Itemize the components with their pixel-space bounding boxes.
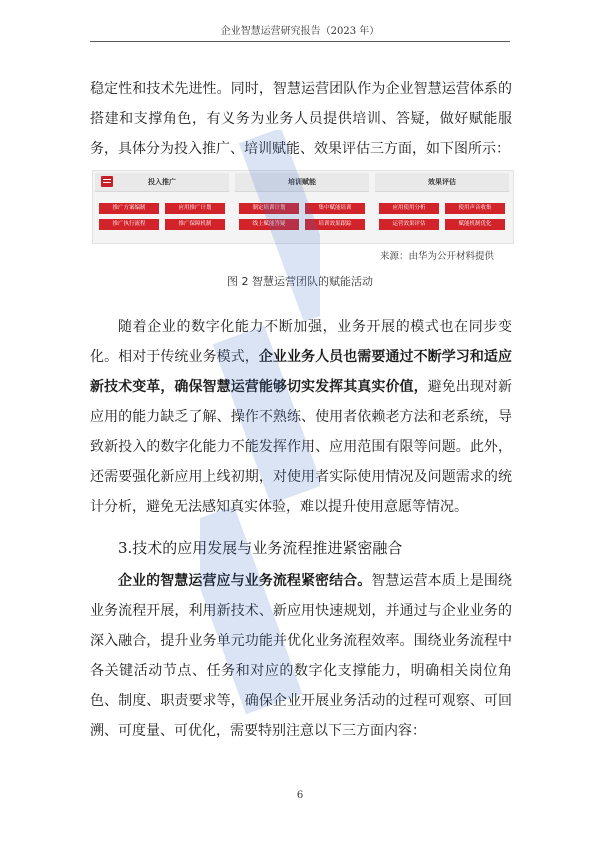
diagram-item: 推广保障机制 [165, 219, 225, 230]
panel-promotion [95, 173, 229, 239]
emphasis-text: 企业的智慧运营应与业务流程紧密结合。 [118, 573, 372, 589]
panel-title: 投入推广 [148, 178, 176, 186]
diagram-item: 使用声音收集 [445, 203, 505, 214]
paragraph-intro: 稳定性和技术先进性。同时，智慧运营团队作为企业智慧运营体系的搭建和支撑角色，有义务为业务人员提供培训、答疑，做好赋能服务，具体分为投入推广、培训赋能、效果评估三方面，如下图所示： [90, 81, 512, 157]
diagram-item: 赋能机制优化 [445, 219, 505, 230]
panel-title: 效果评估 [375, 173, 509, 192]
diagram-item: 培训效果跟踪 [305, 219, 365, 230]
panel-title: 培训赋能 [235, 173, 369, 192]
panel-evaluation [375, 173, 509, 239]
book-icon [101, 176, 113, 187]
emphasis-text: 企业业务人员也需要通过不断学习和适应新技术变革，确保智慧运营能够切实发挥其真实价值， [90, 349, 512, 395]
diagram-item: 线上赋能答疑 [239, 219, 299, 230]
enablement-diagram [92, 170, 514, 244]
figure-caption: 图 2 智慧运营团队的赋能活动 [227, 275, 373, 288]
diagram-item: 制定培训计划 [239, 203, 299, 214]
figure-source: 来源：由华为公开材料提供 [380, 251, 495, 262]
diagram-item: 推广方案编制 [99, 203, 159, 214]
section-heading: 3.技术的应用发展与业务流程推进紧密融合 [118, 539, 403, 557]
paragraph-digital-capability: 随着企业的数字化能力不断加强，业务开展的模式也在同步变化。相对于传统业务模式，企业业务人员也需要通过不断学习和适应新技术变革，确保智慧运营能够切实发挥其真实价值，避免出现对新应用的能力缺乏了解、操作不熟练、使用者依赖老方法和老系统，导致新投入的数字化能力不能发挥作用、应用范围有限等问题。此外，还需要强化新应用上线初期，对使用者实际使用情况及问题需求的统计分析，避免无法感知真实体验，难以提升使用意愿等情况。 [90, 319, 513, 515]
diagram-item: 应用推广计划 [165, 203, 225, 214]
panel-training [235, 173, 369, 239]
paragraph-business-process: 企业的智慧运营应与业务流程紧密结合。智慧运营本质上是围绕业务流程开展，利用新技术、新应用快速规划，并通过与企业业务的深入融合，提升业务单元功能并优化业务流程效率。围绕业务流程中各关键活动节点、任务和对应的数字化支撑能力，明确相关岗位角色、制度、职责要求等，确保企业开展业务活动的过程可观察、可回溯、可度量、可优化，需要特别注意以下三方面内容： [90, 573, 513, 739]
page-header: 企业智慧运营研究报告（2023 年） [90, 22, 510, 42]
diagram-item: 运营效果评估 [379, 219, 439, 230]
diagram-item: 集中赋能培训 [305, 203, 365, 214]
diagram-item: 应用使用分析 [379, 203, 439, 214]
diagram-item: 推广执行流程 [99, 219, 159, 230]
page-number: 6 [296, 790, 304, 801]
